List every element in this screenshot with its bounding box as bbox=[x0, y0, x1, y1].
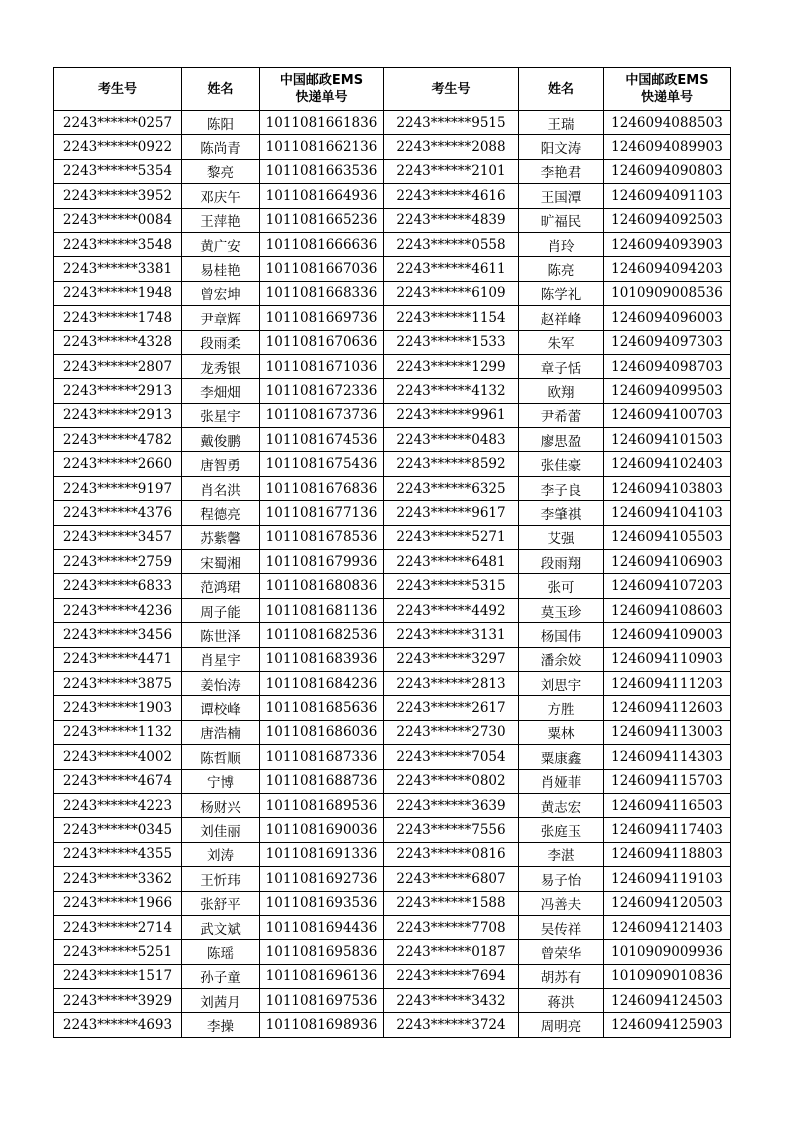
ems-number-cell: 1011081692736 bbox=[260, 867, 384, 891]
exam-id-cell: 2243******4002 bbox=[54, 745, 182, 769]
ems-number-cell-2: 1246094116503 bbox=[604, 793, 731, 817]
name-cell: 刘佳丽 bbox=[182, 818, 260, 842]
name-cell: 苏紫馨 bbox=[182, 525, 260, 549]
exam-id-cell-2: 2243******0802 bbox=[384, 769, 519, 793]
ems-number-cell-2: 1246094113003 bbox=[604, 720, 731, 744]
exam-id-cell: 2243******5354 bbox=[54, 159, 182, 183]
name-cell-2: 陈亮 bbox=[519, 257, 604, 281]
ems-number-cell: 1011081686036 bbox=[260, 720, 384, 744]
name-cell: 陈哲顺 bbox=[182, 745, 260, 769]
table-row bbox=[54, 111, 731, 135]
name-cell: 武文斌 bbox=[182, 915, 260, 939]
exam-id-cell: 2243******1966 bbox=[54, 891, 182, 915]
ems-number-cell: 1011081678536 bbox=[260, 525, 384, 549]
name-cell: 杨财兴 bbox=[182, 793, 260, 817]
name-cell: 肖星宇 bbox=[182, 647, 260, 671]
ems-number-cell-2: 1246094094203 bbox=[604, 257, 731, 281]
exam-id-cell: 2243******9197 bbox=[54, 476, 182, 500]
ems-number-cell-2: 1246094106903 bbox=[604, 550, 731, 574]
name-cell: 肖名洪 bbox=[182, 476, 260, 500]
name-cell-2: 廖思盈 bbox=[519, 428, 604, 452]
ems-number-cell: 1011081698936 bbox=[260, 1013, 384, 1037]
exam-id-cell-2: 2243******0187 bbox=[384, 940, 519, 964]
table-row bbox=[54, 257, 731, 281]
exam-id-cell-2: 2243******5315 bbox=[384, 574, 519, 598]
table-row bbox=[54, 964, 731, 988]
name-cell-2: 欧翔 bbox=[519, 379, 604, 403]
table-row bbox=[54, 550, 731, 574]
name-cell-2: 尹希蕾 bbox=[519, 403, 604, 427]
ems-number-cell: 1011081695836 bbox=[260, 940, 384, 964]
exam-id-cell-2: 2243******7694 bbox=[384, 964, 519, 988]
exam-id-cell: 2243******5251 bbox=[54, 940, 182, 964]
ems-number-cell-2: 1246094111203 bbox=[604, 671, 731, 695]
name-cell: 唐浩楠 bbox=[182, 720, 260, 744]
ems-number-cell-2: 1246094125903 bbox=[604, 1013, 731, 1037]
name-cell: 戴俊鹏 bbox=[182, 428, 260, 452]
name-cell: 周子能 bbox=[182, 598, 260, 622]
name-cell-2: 张佳豪 bbox=[519, 452, 604, 476]
name-cell-2: 黄志宏 bbox=[519, 793, 604, 817]
ems-number-cell: 1011081677136 bbox=[260, 501, 384, 525]
exam-id-cell: 2243******2714 bbox=[54, 915, 182, 939]
exam-id-cell-2: 2243******6325 bbox=[384, 476, 519, 500]
name-cell-2: 粟林 bbox=[519, 720, 604, 744]
name-cell-2: 方胜 bbox=[519, 696, 604, 720]
header-line: 中国邮政EMS bbox=[279, 73, 364, 88]
exam-id-cell-2: 2243******9617 bbox=[384, 501, 519, 525]
exam-id-cell-2: 2243******9515 bbox=[384, 111, 519, 135]
name-cell-2: 莫玉珍 bbox=[519, 598, 604, 622]
name-cell-2: 潘余姣 bbox=[519, 647, 604, 671]
ems-number-cell: 1011081684236 bbox=[260, 671, 384, 695]
name-cell-2: 蒋洪 bbox=[519, 989, 604, 1013]
name-cell: 李操 bbox=[182, 1013, 260, 1037]
table-row bbox=[54, 818, 731, 842]
ems-number-cell-2: 1246094090803 bbox=[604, 159, 731, 183]
exam-id-cell: 2243******1948 bbox=[54, 281, 182, 305]
ems-number-cell: 1011081679936 bbox=[260, 550, 384, 574]
name-cell-2: 阳文涛 bbox=[519, 135, 604, 159]
name-cell-2: 易子怡 bbox=[519, 867, 604, 891]
table-row bbox=[54, 525, 731, 549]
name-cell: 刘涛 bbox=[182, 842, 260, 866]
ems-tracking-table bbox=[53, 67, 731, 1038]
name-cell-2: 王瑞 bbox=[519, 111, 604, 135]
exam-id-cell-2: 2243******1533 bbox=[384, 330, 519, 354]
table-row bbox=[54, 745, 731, 769]
name-cell: 唐智勇 bbox=[182, 452, 260, 476]
name-cell: 陈瑶 bbox=[182, 940, 260, 964]
exam-id-cell-2: 2243******3297 bbox=[384, 647, 519, 671]
exam-id-cell: 2243******6833 bbox=[54, 574, 182, 598]
ems-number-cell: 1011081691336 bbox=[260, 842, 384, 866]
exam-id-cell-2: 2243******4492 bbox=[384, 598, 519, 622]
exam-id-cell: 2243******3456 bbox=[54, 623, 182, 647]
name-cell: 张舒平 bbox=[182, 891, 260, 915]
name-cell: 龙秀银 bbox=[182, 354, 260, 378]
ems-number-cell: 1011081690036 bbox=[260, 818, 384, 842]
name-cell: 孙子童 bbox=[182, 964, 260, 988]
exam-id-cell: 2243******4674 bbox=[54, 769, 182, 793]
exam-id-cell-2: 2243******3131 bbox=[384, 623, 519, 647]
exam-id-cell-2: 2243******7556 bbox=[384, 818, 519, 842]
ems-number-cell-2: 1246094108603 bbox=[604, 598, 731, 622]
name-cell-2: 朱军 bbox=[519, 330, 604, 354]
ems-number-cell: 1011081662136 bbox=[260, 135, 384, 159]
exam-id-cell: 2243******4471 bbox=[54, 647, 182, 671]
exam-id-cell: 2243******4328 bbox=[54, 330, 182, 354]
exam-id-cell-2: 2243******4616 bbox=[384, 184, 519, 208]
ems-number-cell-2: 1246094098703 bbox=[604, 354, 731, 378]
name-cell-2: 李肇祺 bbox=[519, 501, 604, 525]
ems-number-cell-2: 1010909010836 bbox=[604, 964, 731, 988]
name-cell-2: 李艳君 bbox=[519, 159, 604, 183]
name-cell: 程德亮 bbox=[182, 501, 260, 525]
table-row bbox=[54, 915, 731, 939]
exam-id-cell-2: 2243******6481 bbox=[384, 550, 519, 574]
name-cell: 曾宏坤 bbox=[182, 281, 260, 305]
name-cell-2: 肖娅菲 bbox=[519, 769, 604, 793]
name-cell: 陈尚青 bbox=[182, 135, 260, 159]
header-ems-number bbox=[260, 68, 384, 111]
header-line: 快递单号 bbox=[640, 90, 693, 105]
exam-id-cell-2: 2243******1154 bbox=[384, 306, 519, 330]
table-row bbox=[54, 330, 731, 354]
exam-id-cell: 2243******3362 bbox=[54, 867, 182, 891]
table-row bbox=[54, 720, 731, 744]
exam-id-cell-2: 2243******1588 bbox=[384, 891, 519, 915]
ems-number-cell-2: 1246094096003 bbox=[604, 306, 731, 330]
ems-number-cell-2: 1246094104103 bbox=[604, 501, 731, 525]
header-line: 快递单号 bbox=[295, 90, 348, 105]
ems-number-cell-2: 1246094124503 bbox=[604, 989, 731, 1013]
header-name bbox=[182, 68, 260, 111]
name-cell: 陈阳 bbox=[182, 111, 260, 135]
exam-id-cell: 2243******3952 bbox=[54, 184, 182, 208]
exam-id-cell-2: 2243******2617 bbox=[384, 696, 519, 720]
exam-id-cell: 2243******3381 bbox=[54, 257, 182, 281]
name-cell-2: 陈学礼 bbox=[519, 281, 604, 305]
table-row bbox=[54, 184, 731, 208]
exam-id-cell-2: 2243******0483 bbox=[384, 428, 519, 452]
ems-number-cell: 1011081664936 bbox=[260, 184, 384, 208]
table-row bbox=[54, 647, 731, 671]
exam-id-cell-2: 2243******2088 bbox=[384, 135, 519, 159]
name-cell-2: 段雨翔 bbox=[519, 550, 604, 574]
exam-id-cell: 2243******4223 bbox=[54, 793, 182, 817]
name-cell: 王萍艳 bbox=[182, 208, 260, 232]
exam-id-cell: 2243******0084 bbox=[54, 208, 182, 232]
exam-id-cell-2: 2243******4132 bbox=[384, 379, 519, 403]
ems-number-cell-2: 1246094089903 bbox=[604, 135, 731, 159]
ems-number-cell-2: 1010909009936 bbox=[604, 940, 731, 964]
table-row bbox=[54, 452, 731, 476]
ems-number-cell: 1011081688736 bbox=[260, 769, 384, 793]
exam-id-cell-2: 2243******6807 bbox=[384, 867, 519, 891]
exam-id-cell: 2243******0257 bbox=[54, 111, 182, 135]
ems-number-cell-2: 1246094117403 bbox=[604, 818, 731, 842]
ems-number-cell: 1011081666636 bbox=[260, 232, 384, 256]
name-cell: 邓庆午 bbox=[182, 184, 260, 208]
ems-number-cell: 1011081694436 bbox=[260, 915, 384, 939]
ems-number-cell-2: 1246094114303 bbox=[604, 745, 731, 769]
exam-id-cell: 2243******1903 bbox=[54, 696, 182, 720]
ems-number-cell: 1011081680836 bbox=[260, 574, 384, 598]
ems-number-cell-2: 1246094091103 bbox=[604, 184, 731, 208]
name-cell-2: 冯善夫 bbox=[519, 891, 604, 915]
ems-number-cell-2: 1246094115703 bbox=[604, 769, 731, 793]
name-cell: 刘茜月 bbox=[182, 989, 260, 1013]
exam-id-cell-2: 2243******3432 bbox=[384, 989, 519, 1013]
ems-number-cell-2: 1246094120503 bbox=[604, 891, 731, 915]
exam-id-cell-2: 2243******4611 bbox=[384, 257, 519, 281]
exam-id-cell: 2243******4236 bbox=[54, 598, 182, 622]
exam-id-cell: 2243******2759 bbox=[54, 550, 182, 574]
exam-id-cell: 2243******2913 bbox=[54, 403, 182, 427]
ems-number-cell: 1011081676836 bbox=[260, 476, 384, 500]
header-line: 姓名 bbox=[207, 81, 234, 97]
exam-id-cell: 2243******1748 bbox=[54, 306, 182, 330]
ems-number-cell-2: 1246094103803 bbox=[604, 476, 731, 500]
ems-number-cell-2: 1246094102403 bbox=[604, 452, 731, 476]
ems-number-cell: 1011081693536 bbox=[260, 891, 384, 915]
header-line: 中国邮政EMS bbox=[625, 73, 709, 88]
name-cell-2: 曾荣华 bbox=[519, 940, 604, 964]
ems-number-cell-2: 1246094092503 bbox=[604, 208, 731, 232]
exam-id-cell-2: 2243******8592 bbox=[384, 452, 519, 476]
name-cell: 黄广安 bbox=[182, 232, 260, 256]
name-cell: 宋蜀湘 bbox=[182, 550, 260, 574]
name-cell-2: 张可 bbox=[519, 574, 604, 598]
exam-id-cell-2: 2243******6109 bbox=[384, 281, 519, 305]
table-row bbox=[54, 769, 731, 793]
name-cell: 王忻玮 bbox=[182, 867, 260, 891]
ems-number-cell: 1011081670636 bbox=[260, 330, 384, 354]
name-cell-2: 周明亮 bbox=[519, 1013, 604, 1037]
exam-id-cell-2: 2243******0558 bbox=[384, 232, 519, 256]
exam-id-cell-2: 2243******7054 bbox=[384, 745, 519, 769]
ems-number-cell: 1011081671036 bbox=[260, 354, 384, 378]
table-row bbox=[54, 501, 731, 525]
exam-id-cell-2: 2243******7708 bbox=[384, 915, 519, 939]
ems-number-cell-2: 1246094109003 bbox=[604, 623, 731, 647]
ems-number-cell: 1011081674536 bbox=[260, 428, 384, 452]
ems-number-cell: 1011081689536 bbox=[260, 793, 384, 817]
ems-number-cell-2: 1246094110903 bbox=[604, 647, 731, 671]
ems-number-cell: 1011081663536 bbox=[260, 159, 384, 183]
table-row bbox=[54, 623, 731, 647]
name-cell-2: 刘思宇 bbox=[519, 671, 604, 695]
name-cell-2: 张庭玉 bbox=[519, 818, 604, 842]
exam-id-cell-2: 2243******2730 bbox=[384, 720, 519, 744]
exam-id-cell: 2243******1517 bbox=[54, 964, 182, 988]
table-row bbox=[54, 867, 731, 891]
ems-number-cell-2: 1246094097303 bbox=[604, 330, 731, 354]
exam-id-cell-2: 2243******3724 bbox=[384, 1013, 519, 1037]
header-line: 姓名 bbox=[547, 81, 574, 97]
ems-number-cell-2: 1246094119103 bbox=[604, 867, 731, 891]
exam-id-cell-2: 2243******3639 bbox=[384, 793, 519, 817]
ems-number-cell-2: 1246094112603 bbox=[604, 696, 731, 720]
header-exam-id-2 bbox=[384, 68, 519, 111]
header-ems-number-2 bbox=[604, 68, 731, 111]
table-row bbox=[54, 379, 731, 403]
table-row bbox=[54, 232, 731, 256]
name-cell-2: 艾强 bbox=[519, 525, 604, 549]
table-row bbox=[54, 671, 731, 695]
ems-number-cell-2: 1246094107203 bbox=[604, 574, 731, 598]
ems-number-cell: 1011081685636 bbox=[260, 696, 384, 720]
ems-number-cell-2: 1246094121403 bbox=[604, 915, 731, 939]
table-row bbox=[54, 428, 731, 452]
exam-id-cell: 2243******0345 bbox=[54, 818, 182, 842]
name-cell-2: 胡苏有 bbox=[519, 964, 604, 988]
ems-number-cell: 1011081683936 bbox=[260, 647, 384, 671]
ems-number-cell: 1011081673736 bbox=[260, 403, 384, 427]
table-row bbox=[54, 306, 731, 330]
name-cell-2: 章子恬 bbox=[519, 354, 604, 378]
exam-id-cell-2: 2243******9961 bbox=[384, 403, 519, 427]
ems-number-cell: 1011081672336 bbox=[260, 379, 384, 403]
table-row bbox=[54, 1013, 731, 1037]
exam-id-cell: 2243******3875 bbox=[54, 671, 182, 695]
ems-number-cell: 1011081682536 bbox=[260, 623, 384, 647]
table-row bbox=[54, 891, 731, 915]
name-cell-2: 杨国伟 bbox=[519, 623, 604, 647]
table-row bbox=[54, 940, 731, 964]
name-cell: 尹章辉 bbox=[182, 306, 260, 330]
name-cell-2: 肖玲 bbox=[519, 232, 604, 256]
exam-id-cell-2: 2243******2101 bbox=[384, 159, 519, 183]
table-row bbox=[54, 403, 731, 427]
table-row bbox=[54, 598, 731, 622]
header-line: 考生号 bbox=[431, 81, 471, 97]
ems-number-cell: 1011081696136 bbox=[260, 964, 384, 988]
ems-number-cell: 1011081697536 bbox=[260, 989, 384, 1013]
ems-number-cell-2: 1246094088503 bbox=[604, 111, 731, 135]
ems-number-cell: 1011081669736 bbox=[260, 306, 384, 330]
ems-number-cell: 1011081681136 bbox=[260, 598, 384, 622]
ems-number-cell: 1011081687336 bbox=[260, 745, 384, 769]
table-row bbox=[54, 989, 731, 1013]
exam-id-cell-2: 2243******0816 bbox=[384, 842, 519, 866]
table-row bbox=[54, 281, 731, 305]
exam-id-cell: 2243******4693 bbox=[54, 1013, 182, 1037]
ems-number-cell: 1011081668336 bbox=[260, 281, 384, 305]
name-cell: 谭校峰 bbox=[182, 696, 260, 720]
table-row bbox=[54, 793, 731, 817]
table-row bbox=[54, 208, 731, 232]
table-row bbox=[54, 159, 731, 183]
name-cell-2: 旷福民 bbox=[519, 208, 604, 232]
exam-id-cell: 2243******2807 bbox=[54, 354, 182, 378]
table-row bbox=[54, 476, 731, 500]
header-name-2 bbox=[519, 68, 604, 111]
name-cell-2: 李子良 bbox=[519, 476, 604, 500]
exam-id-cell: 2243******3457 bbox=[54, 525, 182, 549]
ems-number-cell-2: 1246094101503 bbox=[604, 428, 731, 452]
ems-number-cell-2: 1246094099503 bbox=[604, 379, 731, 403]
exam-id-cell: 2243******4782 bbox=[54, 428, 182, 452]
exam-id-cell: 2243******4355 bbox=[54, 842, 182, 866]
exam-id-cell-2: 2243******1299 bbox=[384, 354, 519, 378]
name-cell-2: 吴传祥 bbox=[519, 915, 604, 939]
name-cell-2: 李湛 bbox=[519, 842, 604, 866]
ems-number-cell-2: 1246094118803 bbox=[604, 842, 731, 866]
name-cell: 易桂艳 bbox=[182, 257, 260, 281]
header-line: 考生号 bbox=[97, 81, 137, 97]
table-row bbox=[54, 574, 731, 598]
name-cell: 陈世泽 bbox=[182, 623, 260, 647]
table-row bbox=[54, 696, 731, 720]
ems-number-cell-2: 1246094093903 bbox=[604, 232, 731, 256]
exam-id-cell: 2243******3929 bbox=[54, 989, 182, 1013]
ems-number-cell-2: 1246094100703 bbox=[604, 403, 731, 427]
name-cell: 宁博 bbox=[182, 769, 260, 793]
table-row bbox=[54, 842, 731, 866]
name-cell: 张星宇 bbox=[182, 403, 260, 427]
name-cell-2: 王国潭 bbox=[519, 184, 604, 208]
exam-id-cell: 2243******2913 bbox=[54, 379, 182, 403]
exam-id-cell: 2243******2660 bbox=[54, 452, 182, 476]
exam-id-cell: 2243******0922 bbox=[54, 135, 182, 159]
exam-id-cell-2: 2243******5271 bbox=[384, 525, 519, 549]
table-body bbox=[54, 111, 731, 1038]
ems-number-cell: 1011081661836 bbox=[260, 111, 384, 135]
ems-number-cell-2: 1246094105503 bbox=[604, 525, 731, 549]
ems-number-cell: 1011081675436 bbox=[260, 452, 384, 476]
name-cell: 黎亮 bbox=[182, 159, 260, 183]
ems-number-cell-2: 1010909008536 bbox=[604, 281, 731, 305]
exam-id-cell: 2243******3548 bbox=[54, 232, 182, 256]
name-cell-2: 粟康鑫 bbox=[519, 745, 604, 769]
table-row bbox=[54, 135, 731, 159]
exam-id-cell: 2243******1132 bbox=[54, 720, 182, 744]
table-row bbox=[54, 354, 731, 378]
ems-number-cell: 1011081665236 bbox=[260, 208, 384, 232]
name-cell: 段雨柔 bbox=[182, 330, 260, 354]
header-exam-id bbox=[54, 68, 182, 111]
ems-number-cell: 1011081667036 bbox=[260, 257, 384, 281]
name-cell: 姜怡涛 bbox=[182, 671, 260, 695]
exam-id-cell-2: 2243******4839 bbox=[384, 208, 519, 232]
name-cell: 李畑畑 bbox=[182, 379, 260, 403]
exam-id-cell-2: 2243******2813 bbox=[384, 671, 519, 695]
header-row bbox=[54, 68, 731, 111]
name-cell: 范鸿珺 bbox=[182, 574, 260, 598]
exam-id-cell: 2243******4376 bbox=[54, 501, 182, 525]
name-cell-2: 赵祥峰 bbox=[519, 306, 604, 330]
